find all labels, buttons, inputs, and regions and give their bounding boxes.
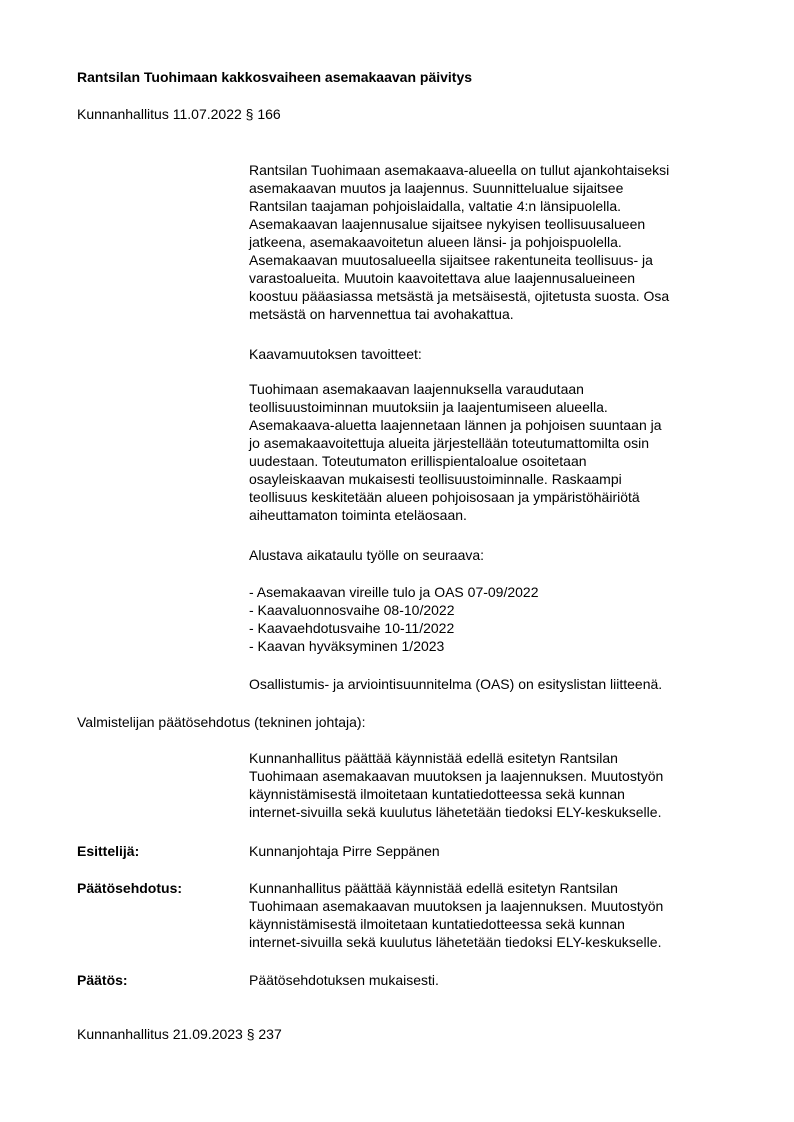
text-line: metsästä on harvennettua tai avohakattua.	[249, 306, 514, 322]
text-line: Tuohimaan asemakaavan laajennuksella varaudutaan	[249, 381, 584, 397]
intro-paragraph	[249, 161, 733, 323]
oas-note: Osallistumis- ja arviointisuunnitelma (OAS) on esityslistan liitteenä.	[249, 676, 663, 692]
text-line: käynnistämisestä ilmoitetaan kuntatiedotteessa sekä kunnan	[249, 786, 625, 802]
list-item: - Kaavaehdotusvaihe 10-11/2022	[249, 620, 455, 636]
text-line: asemakaavan muutos ja laajennus. Suunnittelualue sijaitsee	[249, 180, 624, 196]
preparer-heading: Valmistelijan päätösehdotus (tekninen johtaja):	[77, 714, 366, 730]
presenter-value: Kunnanjohtaja Pirre Seppänen	[249, 843, 440, 859]
text-line: Asemakaavan muutosalueella sijaitsee rakentuneita teollisuus- ja	[249, 252, 653, 268]
text-line: käynnistämisestä ilmoitetaan kuntatiedotteessa sekä kunnan	[249, 916, 625, 932]
decision-value: Päätösehdotuksen mukaisesti.	[249, 972, 439, 988]
text-line: teollisuus keskitetään alueen pohjoisosaan ja ympäristöhäiriötä	[249, 489, 640, 505]
text-line: Rantsilan Tuohimaan asemakaava-alueella on tullut ajankohtaiseksi	[249, 162, 670, 178]
goals-heading: Kaavamuutoksen tavoitteet:	[249, 346, 422, 362]
text-line: koostuu pääasiassa metsästä ja metsäisestä, ojitetusta suosta. Osa	[249, 288, 670, 304]
meeting-header-2: Kunnanhallitus 21.09.2023 § 237	[77, 1026, 282, 1042]
decision-label: Päätös:	[77, 972, 128, 988]
list-item: - Kaavan hyväksyminen 1/2023	[249, 638, 445, 654]
proposal-text	[249, 879, 733, 951]
list-item: - Asemakaavan vireille tulo ja OAS 07-09/2022	[249, 584, 539, 600]
meeting-header-1: Kunnanhallitus 11.07.2022 § 166	[77, 106, 281, 122]
document-title: Rantsilan Tuohimaan kakkosvaiheen asemakaavan päivitys	[77, 69, 473, 85]
text-line: Kunnanhallitus päättää käynnistää edellä esitetyn Rantsilan	[249, 750, 618, 766]
text-line: Asemakaava-aluetta laajennetaan lännen ja pohjoisen suuntaan ja	[249, 417, 662, 433]
text-line: aiheuttamaton toiminta eteläosaan.	[249, 507, 467, 523]
text-line: Kunnanhallitus päättää käynnistää edellä esitetyn Rantsilan	[249, 880, 618, 896]
text-line: Rantsilan taajaman pohjoislaidalla, valtatie 4:n länsipuolella.	[249, 198, 622, 214]
list-item: - Kaavaluonnosvaihe 08-10/2022	[249, 602, 455, 618]
presenter-label: Esittelijä:	[77, 843, 140, 859]
text-line: Tuohimaan asemakaavan muutoksen ja laajennuksen. Muutostyön	[249, 898, 664, 914]
text-line: internet-sivuilla sekä kuulutus lähetetään tiedoksi ELY-keskukselle.	[249, 934, 662, 950]
preparer-proposal	[249, 749, 733, 821]
text-line: teollisuustoiminnan muutoksiin ja laajentumiseen alueella.	[249, 399, 608, 415]
goals-paragraph	[249, 380, 733, 524]
text-line: Tuohimaan asemakaavan muutoksen ja laajennuksen. Muutostyön	[249, 768, 664, 784]
text-line: Asemakaavan laajennusalue sijaitsee nykyisen teollisuusalueen	[249, 216, 646, 232]
text-line: varastoalueita. Muutoin kaavoitettava alue laajennusalueineen	[249, 270, 636, 286]
schedule-list	[249, 583, 733, 655]
schedule-heading: Alustava aikataulu työlle on seuraava:	[249, 547, 485, 563]
text-line: uudestaan. Toteutumaton erillispientaloalue osoitetaan	[249, 453, 587, 469]
text-line: internet-sivuilla sekä kuulutus lähetetään tiedoksi ELY-keskukselle.	[249, 804, 662, 820]
text-line: jatkeena, asemakaavoitetun alueen länsi- ja pohjoispuolella.	[249, 234, 622, 250]
text-line: osayleiskaavan mukaisesti teollisuustoiminnalle. Raskaampi	[249, 471, 622, 487]
proposal-label: Päätösehdotus:	[77, 880, 183, 896]
text-line: jo asemakaavoitettuja alueita järjestellään toteutumattomilta osin	[249, 435, 650, 451]
